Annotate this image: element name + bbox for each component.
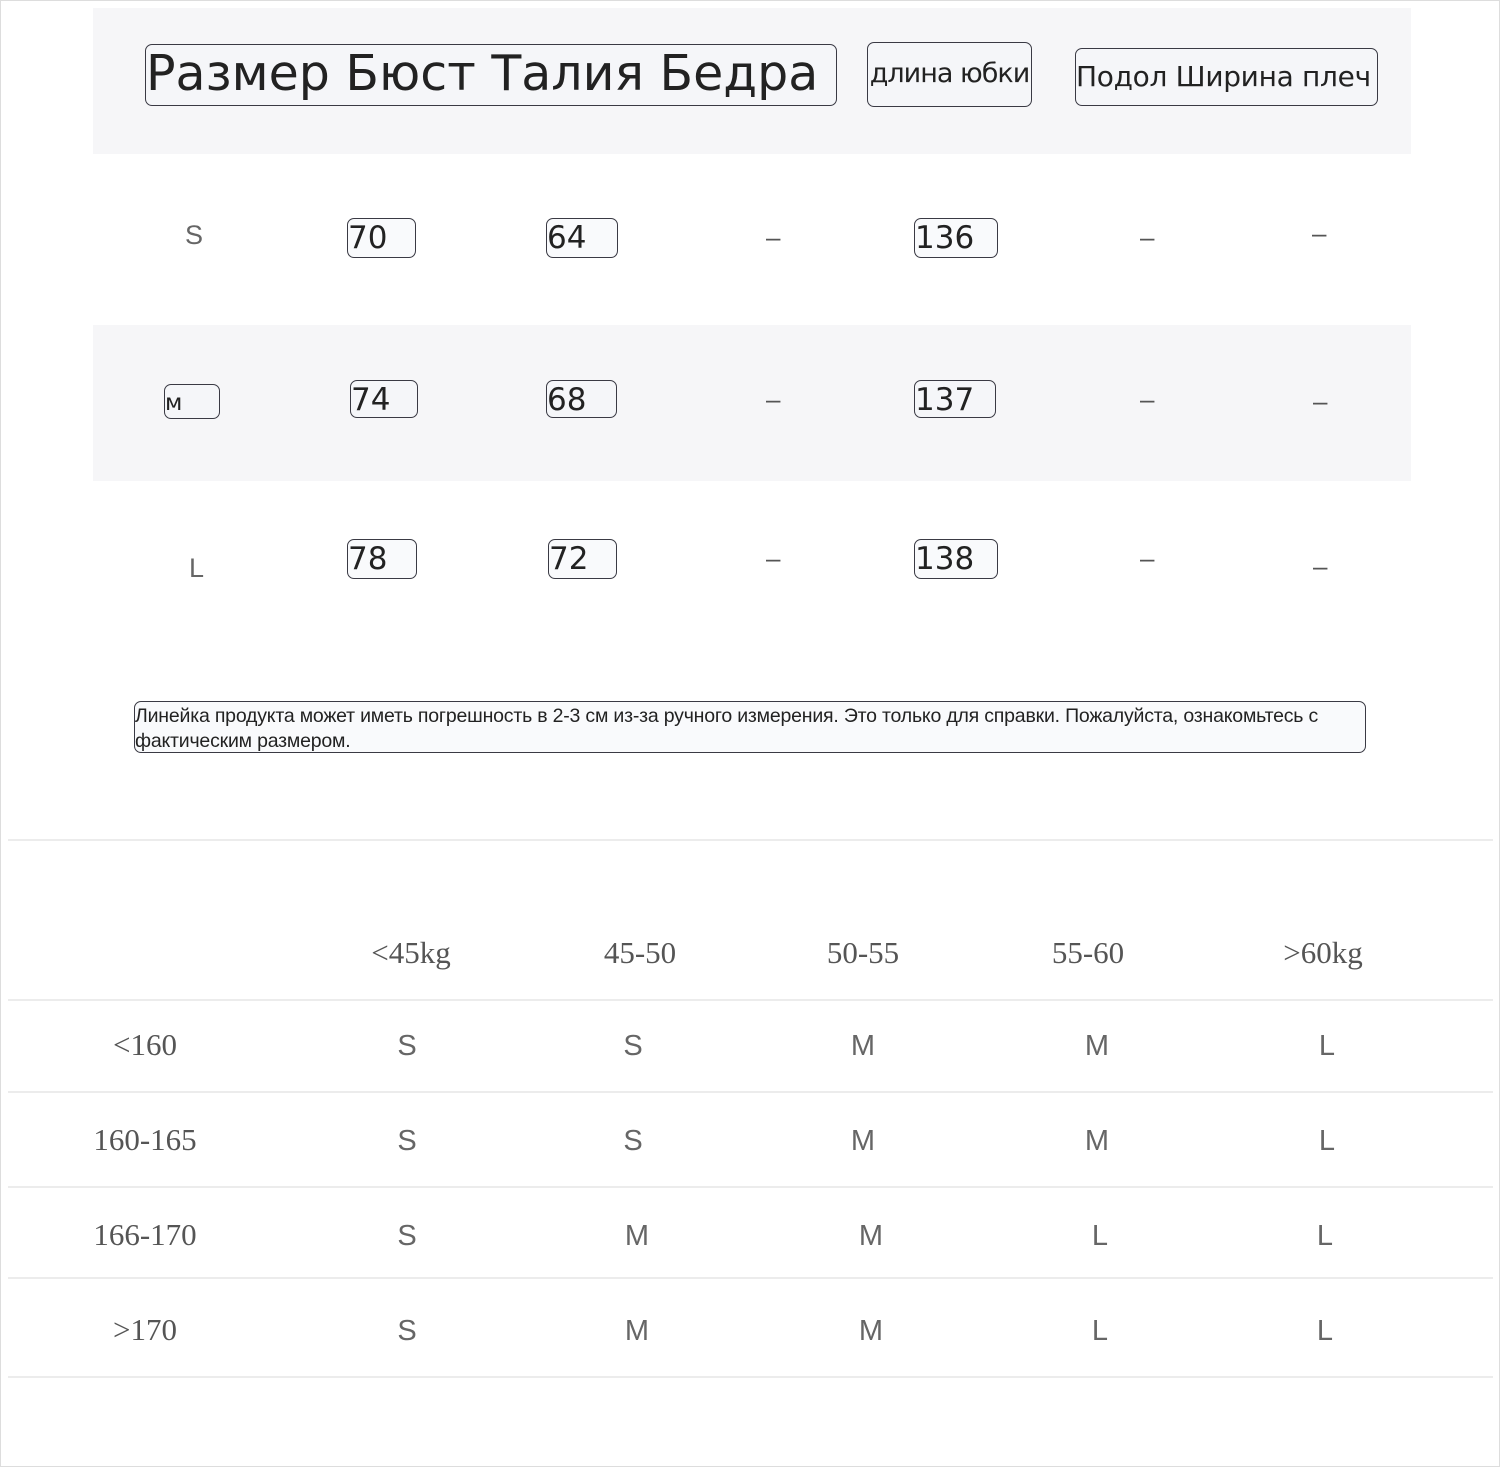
size-cell: S [623, 1125, 643, 1157]
size-cell: M [858, 1220, 884, 1252]
size-cell: L [1091, 1315, 1109, 1347]
bust-value-l: 78 [347, 539, 417, 579]
header-skirt-length: длина юбки [867, 42, 1032, 107]
table-row-divider [8, 1186, 1493, 1188]
size-cell: M [624, 1220, 650, 1252]
hip-value-s: – [766, 222, 781, 252]
height-label: >170 [113, 1312, 177, 1347]
size-cell: S [397, 1220, 417, 1252]
hem-value-l: – [1140, 543, 1155, 573]
weight-header: 55-60 [1051, 935, 1125, 970]
size-cell: L [1316, 1220, 1334, 1252]
size-cell: M [850, 1125, 876, 1157]
header-size-bust-waist-hip: Размер Бюст Талия Бедра [145, 44, 837, 106]
table-row-divider [8, 1376, 1493, 1378]
height-label: 160-165 [93, 1122, 197, 1157]
size-cell: M [858, 1315, 884, 1347]
weight-header: <45kg [371, 935, 451, 970]
size-label-l: L [189, 553, 205, 583]
weight-header: 50-55 [826, 935, 900, 970]
size-cell: S [397, 1030, 417, 1062]
section-divider [8, 839, 1493, 841]
size-label-m: м [164, 384, 220, 419]
size-cell: M [850, 1030, 876, 1062]
size-cell: L [1318, 1030, 1336, 1062]
shoulder-value-s: – [1312, 218, 1327, 248]
bust-value-m: 74 [350, 380, 418, 418]
size-cell: L [1316, 1315, 1334, 1347]
table-row-divider [8, 999, 1493, 1001]
size-table-row-band [93, 325, 1411, 481]
bust-value-s: 70 [347, 218, 416, 258]
size-cell: S [397, 1315, 417, 1347]
size-cell: M [1084, 1030, 1110, 1062]
size-cell: M [624, 1315, 650, 1347]
table-row-divider [8, 1091, 1493, 1093]
height-label: <160 [113, 1027, 177, 1062]
skirt-length-value-s: 136 [914, 218, 998, 258]
waist-value-s: 64 [546, 218, 618, 258]
skirt-length-value-l: 138 [914, 539, 998, 579]
shoulder-value-l: – [1313, 551, 1328, 581]
hem-value-s: – [1140, 222, 1155, 252]
skirt-length-value-m: 137 [914, 380, 996, 418]
header-hem-shoulder: Подол Ширина плеч [1075, 48, 1378, 106]
size-cell: S [397, 1125, 417, 1157]
size-cell: S [623, 1030, 643, 1062]
hip-value-m: – [766, 384, 781, 414]
weight-header: >60kg [1283, 935, 1363, 970]
size-cell: L [1091, 1220, 1109, 1252]
shoulder-value-m: – [1313, 386, 1328, 416]
waist-value-l: 72 [548, 539, 617, 579]
measurement-disclaimer-note: Линейка продукта может иметь погрешность в 2-3 см из-за ручного измерения. Это только для справки. Пожалуйста, ознакомьтесь с фактическим размером. [134, 701, 1366, 753]
size-label-s: S [185, 220, 204, 250]
hip-value-l: – [766, 543, 781, 573]
waist-value-m: 68 [546, 380, 617, 418]
weight-header: 45-50 [603, 935, 677, 970]
size-cell: L [1318, 1125, 1336, 1157]
table-row-divider [8, 1277, 1493, 1279]
size-cell: M [1084, 1125, 1110, 1157]
height-label: 166-170 [93, 1217, 197, 1252]
hem-value-m: – [1140, 384, 1155, 414]
